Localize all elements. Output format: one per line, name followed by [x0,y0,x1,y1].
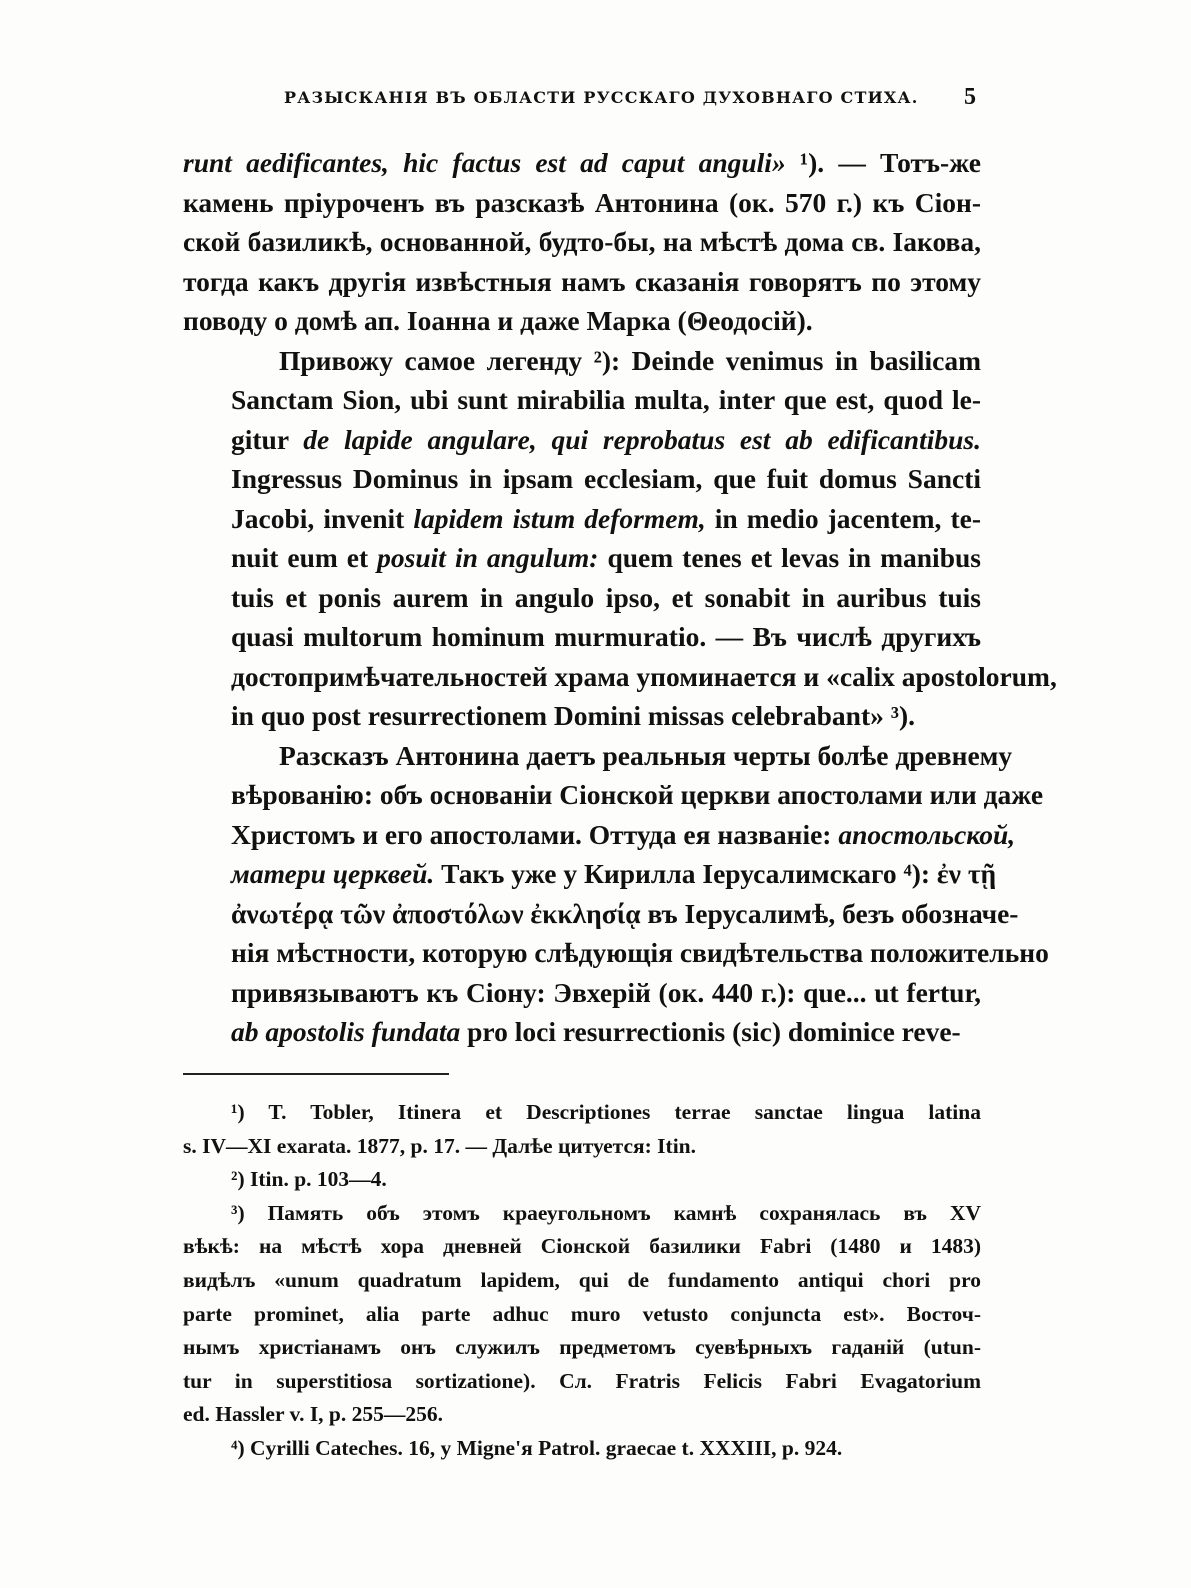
footnote-4 [183,1432,981,1466]
main-text [183,143,1057,1052]
footnote-line: parte prominet, alia parte adhuc muro vetusto conjuncta est». Восточ- [183,1301,981,1326]
text-line: вѣрованію: объ основаніи Сіонской церкви апостолами или даже [231,779,1044,810]
text-line: достопримѣчательностей храма упоминается и «calix apostolorum, [231,660,1057,692]
footnote-line: ⁴) Cyrilli Cateches. 16, y Migne'я Patrol. graecae t. XXXIII, p. 924. [231,1435,843,1460]
page-number: 5 [964,84,976,110]
footnote-3 [183,1197,981,1432]
footnote-line: ³) Память объ этомъ краеугольномъ камнѣ сохранялась въ XV [231,1200,981,1225]
text-line: Sanctam Sion, ubi sunt mirabilia multa, inter que est, quod le- [231,384,981,415]
text-segment: nuit eum et [231,542,378,573]
text-segment: in medio jacentem, te- [705,502,981,534]
text-line: ской базиликѣ, основанной, будто-бы, на мѣстѣ дома св. Іакова, [183,226,981,257]
text-line [183,1012,981,1052]
text-line: ἀνωτέρᾳ τῶν ἀποστόλων ἐκκλησίᾳ въ Іерусалимѣ, безъ обозначе- [231,897,1019,929]
footnotes [183,1096,981,1466]
text-line: tuis et ponis aurem in angulo ipso, et sonabit in auribus tuis [231,581,981,613]
footnote-line: tur in superstitiosa sortizatione). Сл. Fratris Felicis Fabri Evagatorium [183,1368,981,1393]
text-line: камень пріуроченъ въ разсказѣ Антонина (ок. 570 г.) къ Сіон- [183,186,981,218]
paragraph-2 [183,341,1057,736]
italic-segment: апостольской, [838,818,1016,850]
text-line [183,815,1016,855]
text-line [183,143,981,183]
italic-segment: runt aedificantes, hic factus est ad caput anguli» [183,147,786,178]
text-line: in quo post resurrectionem Domini missas celebrabant» ³). [231,700,916,731]
footnote-line: ¹) T. Tobler, Itinera et Descriptiones terrae sanctae lingua latina [231,1100,981,1124]
italic-segment: posuit in angulum: [377,542,599,573]
text-segment: gitur [231,423,304,455]
footnote-line: ²) Itin. p. 103—4. [231,1167,387,1192]
text-line: тогда какъ другія извѣстныя намъ сказанія говорятъ по этому [183,265,981,297]
italic-segment: матери церквей. [231,858,435,889]
italic-segment: de lapide angulare, qui reprobatus est ab edificantibus. [303,423,981,455]
footnote-line: нымъ христіанамъ онъ служилъ предметомъ суевѣрныхъ гаданій (utun- [183,1335,981,1360]
text-line [183,420,981,460]
text-segment: Такъ уже у Кирилла Іерусалимскаго ⁴): ἐν τῇ [434,858,997,889]
running-title: РАЗЫСКАНІЯ ВЪ ОБЛАСТИ РУССКАГО ДУХОВНАГО СТИХА. [284,88,919,107]
text-line: Ingressus Dominus in ipsam ecclesiam, que fuit domus Sancti [231,463,981,494]
footnote-line: вѣкѣ: на мѣстѣ хора дневней Сіонской базилики Fabri (1480 и 1483) [183,1234,981,1259]
text-line: привязываютъ къ Сіону: Эвхерій (ок. 440 г.): que... ut fertur, [231,976,981,1008]
italic-segment: ab apostolis fundata [231,1016,461,1047]
text-segment: ¹). — Тотъ-же [785,147,981,178]
text-line: нія мѣстности, которую слѣдующія свидѣтельства положительно [231,937,1049,968]
italic-segment: lapidem istum deformem, [413,502,706,534]
page-header [186,84,984,116]
footnote-1 [183,1096,981,1163]
paragraph-1 [183,143,981,341]
text-line [183,499,981,539]
footnote-line: ed. Hassler v. I, p. 255—256. [183,1402,444,1427]
text-segment: Христомъ и его апостолами. Оттуда ея названіе: [231,818,839,850]
text-line [183,854,997,894]
paragraph-3 [183,736,1049,1052]
footnote-2 [183,1163,981,1197]
footnote-line: s. IV—XI exarata. 1877, p. 17. — Далѣе цитуется: Itin. [183,1133,697,1158]
text-line: Разсказъ Антонина даетъ реальныя черты болѣе древнему [279,739,1013,771]
text-line: Привожу самое легенду ²): Deinde venimus in basilicam [279,344,981,376]
text-segment: quem tenes et levas in manibus [598,542,981,573]
text-line: quasi multorum hominum murmuratio. — Въ числѣ другихъ [231,621,981,652]
text-segment: pro loci resurrectionis (sic) dominice reve- [460,1016,961,1047]
footnote-divider [183,1073,449,1075]
text-segment: Jacobi, invenit [231,502,414,534]
text-line [183,538,981,578]
text-line: поводу о домѣ ап. Іоанна и даже Марка (Θеодосій). [183,305,813,336]
footnote-line: видѣлъ «unum quadratum lapidem, qui de fundamento antiqui chori pro [183,1267,981,1292]
